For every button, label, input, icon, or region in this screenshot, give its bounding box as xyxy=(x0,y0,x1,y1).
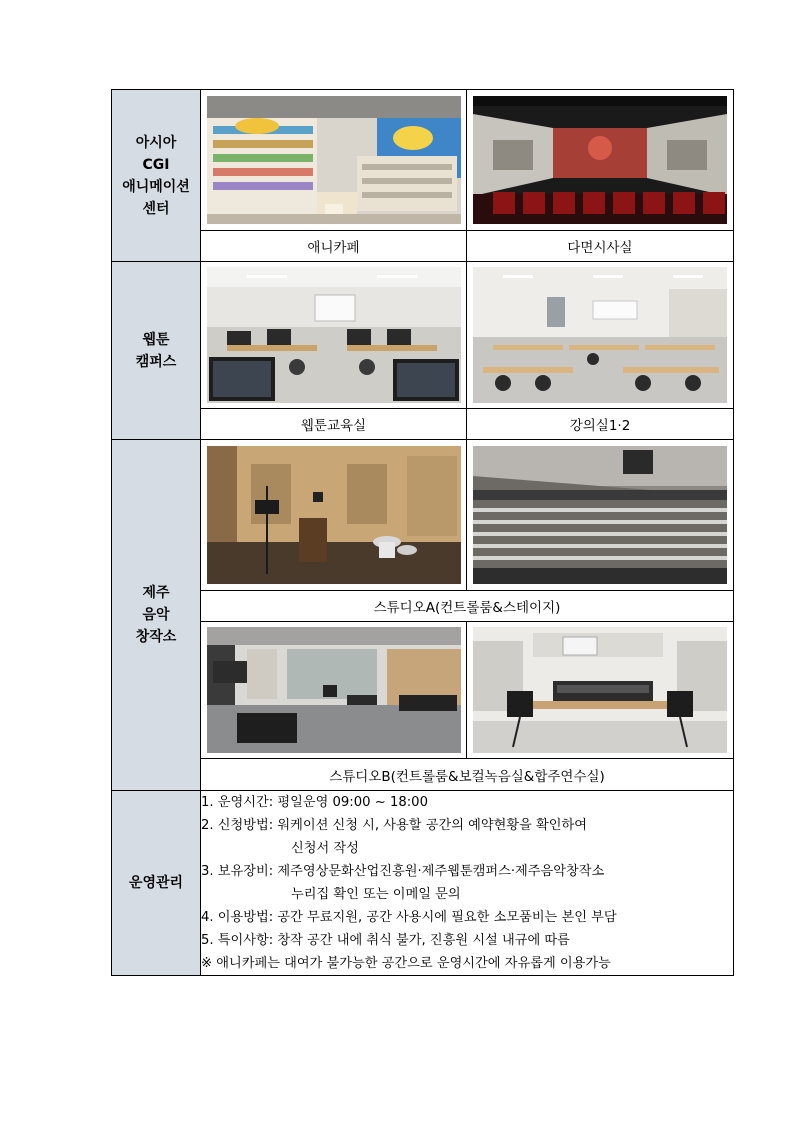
studio-b-room-photo xyxy=(207,627,461,753)
screening-room-photo xyxy=(473,96,727,224)
rule-line-continued: 누리집 확인 또는 이메일 문의 xyxy=(291,887,461,902)
operations-heading: 운영관리 xyxy=(112,791,201,976)
anicafe-photo xyxy=(207,96,461,224)
photo-caption: 다면시사실 xyxy=(467,231,734,262)
rule-line: 5. 특이사항: 창작 공간 내에 취식 불가, 진흥원 시설 내규에 따름 xyxy=(201,933,570,948)
rule-line: 4. 이용방법: 공간 무료지원, 공간 사용시에 필요한 소모품비는 본인 부담 xyxy=(201,910,617,925)
photo-cell xyxy=(467,622,734,759)
heading-line: 애니메이션 xyxy=(122,178,190,195)
photo-cell xyxy=(201,262,467,409)
operations-rules xyxy=(201,791,734,976)
photo-caption: 애니카페 xyxy=(201,231,467,262)
heading-line: 창작소 xyxy=(135,629,177,645)
photo-cell xyxy=(467,90,734,231)
photo-cell xyxy=(467,440,734,591)
rule-line-continued: 신청서 작성 xyxy=(291,841,359,856)
photo-cell xyxy=(467,262,734,409)
rule-line: 1. 운영시간: 평일운영 09:00 ~ 18:00 xyxy=(201,795,428,810)
photo-caption: 강의실1·2 xyxy=(467,409,734,440)
lecture-room-photo xyxy=(473,267,727,403)
photo-cell xyxy=(201,90,467,231)
heading-line: 웹툰 xyxy=(142,331,170,348)
rule-note: ※ 애니카페는 대여가 불가능한 공간으로 운영시간에 자유롭게 이용가능 xyxy=(201,956,611,971)
webtoon-classroom-photo xyxy=(207,267,461,403)
facility-table xyxy=(111,89,734,976)
studio-a-console-photo xyxy=(473,446,727,584)
section-heading-webtoon-campus xyxy=(112,262,201,440)
rule-line: 2. 신청방법: 워케이션 신청 시, 사용할 공간의 예약현황을 확인하여 xyxy=(201,818,587,833)
heading-line: 음악 xyxy=(142,607,170,623)
section-heading-cgi-center xyxy=(112,90,201,262)
rule-line: 3. 보유장비: 제주영상문화산업진흥원·제주웹툰캠퍼스·제주음악창작소 xyxy=(201,864,605,879)
heading-line: 제주 xyxy=(142,585,170,601)
studio-a-stage-photo xyxy=(207,446,461,584)
photo-cell xyxy=(201,440,467,591)
section-heading-music-studio xyxy=(112,440,201,791)
heading-line: CGI xyxy=(142,156,170,173)
heading-line: 아시아 xyxy=(135,134,177,151)
heading-line: 센터 xyxy=(142,200,170,217)
photo-caption-wide: 스튜디오A(컨트롤룸&스테이지) xyxy=(201,591,734,622)
heading-line: 캠퍼스 xyxy=(135,353,177,370)
photo-caption: 웹툰교육실 xyxy=(201,409,467,440)
photo-caption-wide: 스튜디오B(컨트롤룸&보컬녹음실&합주연수실) xyxy=(201,759,734,791)
studio-b-control-room-photo xyxy=(473,627,727,753)
photo-cell xyxy=(201,622,467,759)
